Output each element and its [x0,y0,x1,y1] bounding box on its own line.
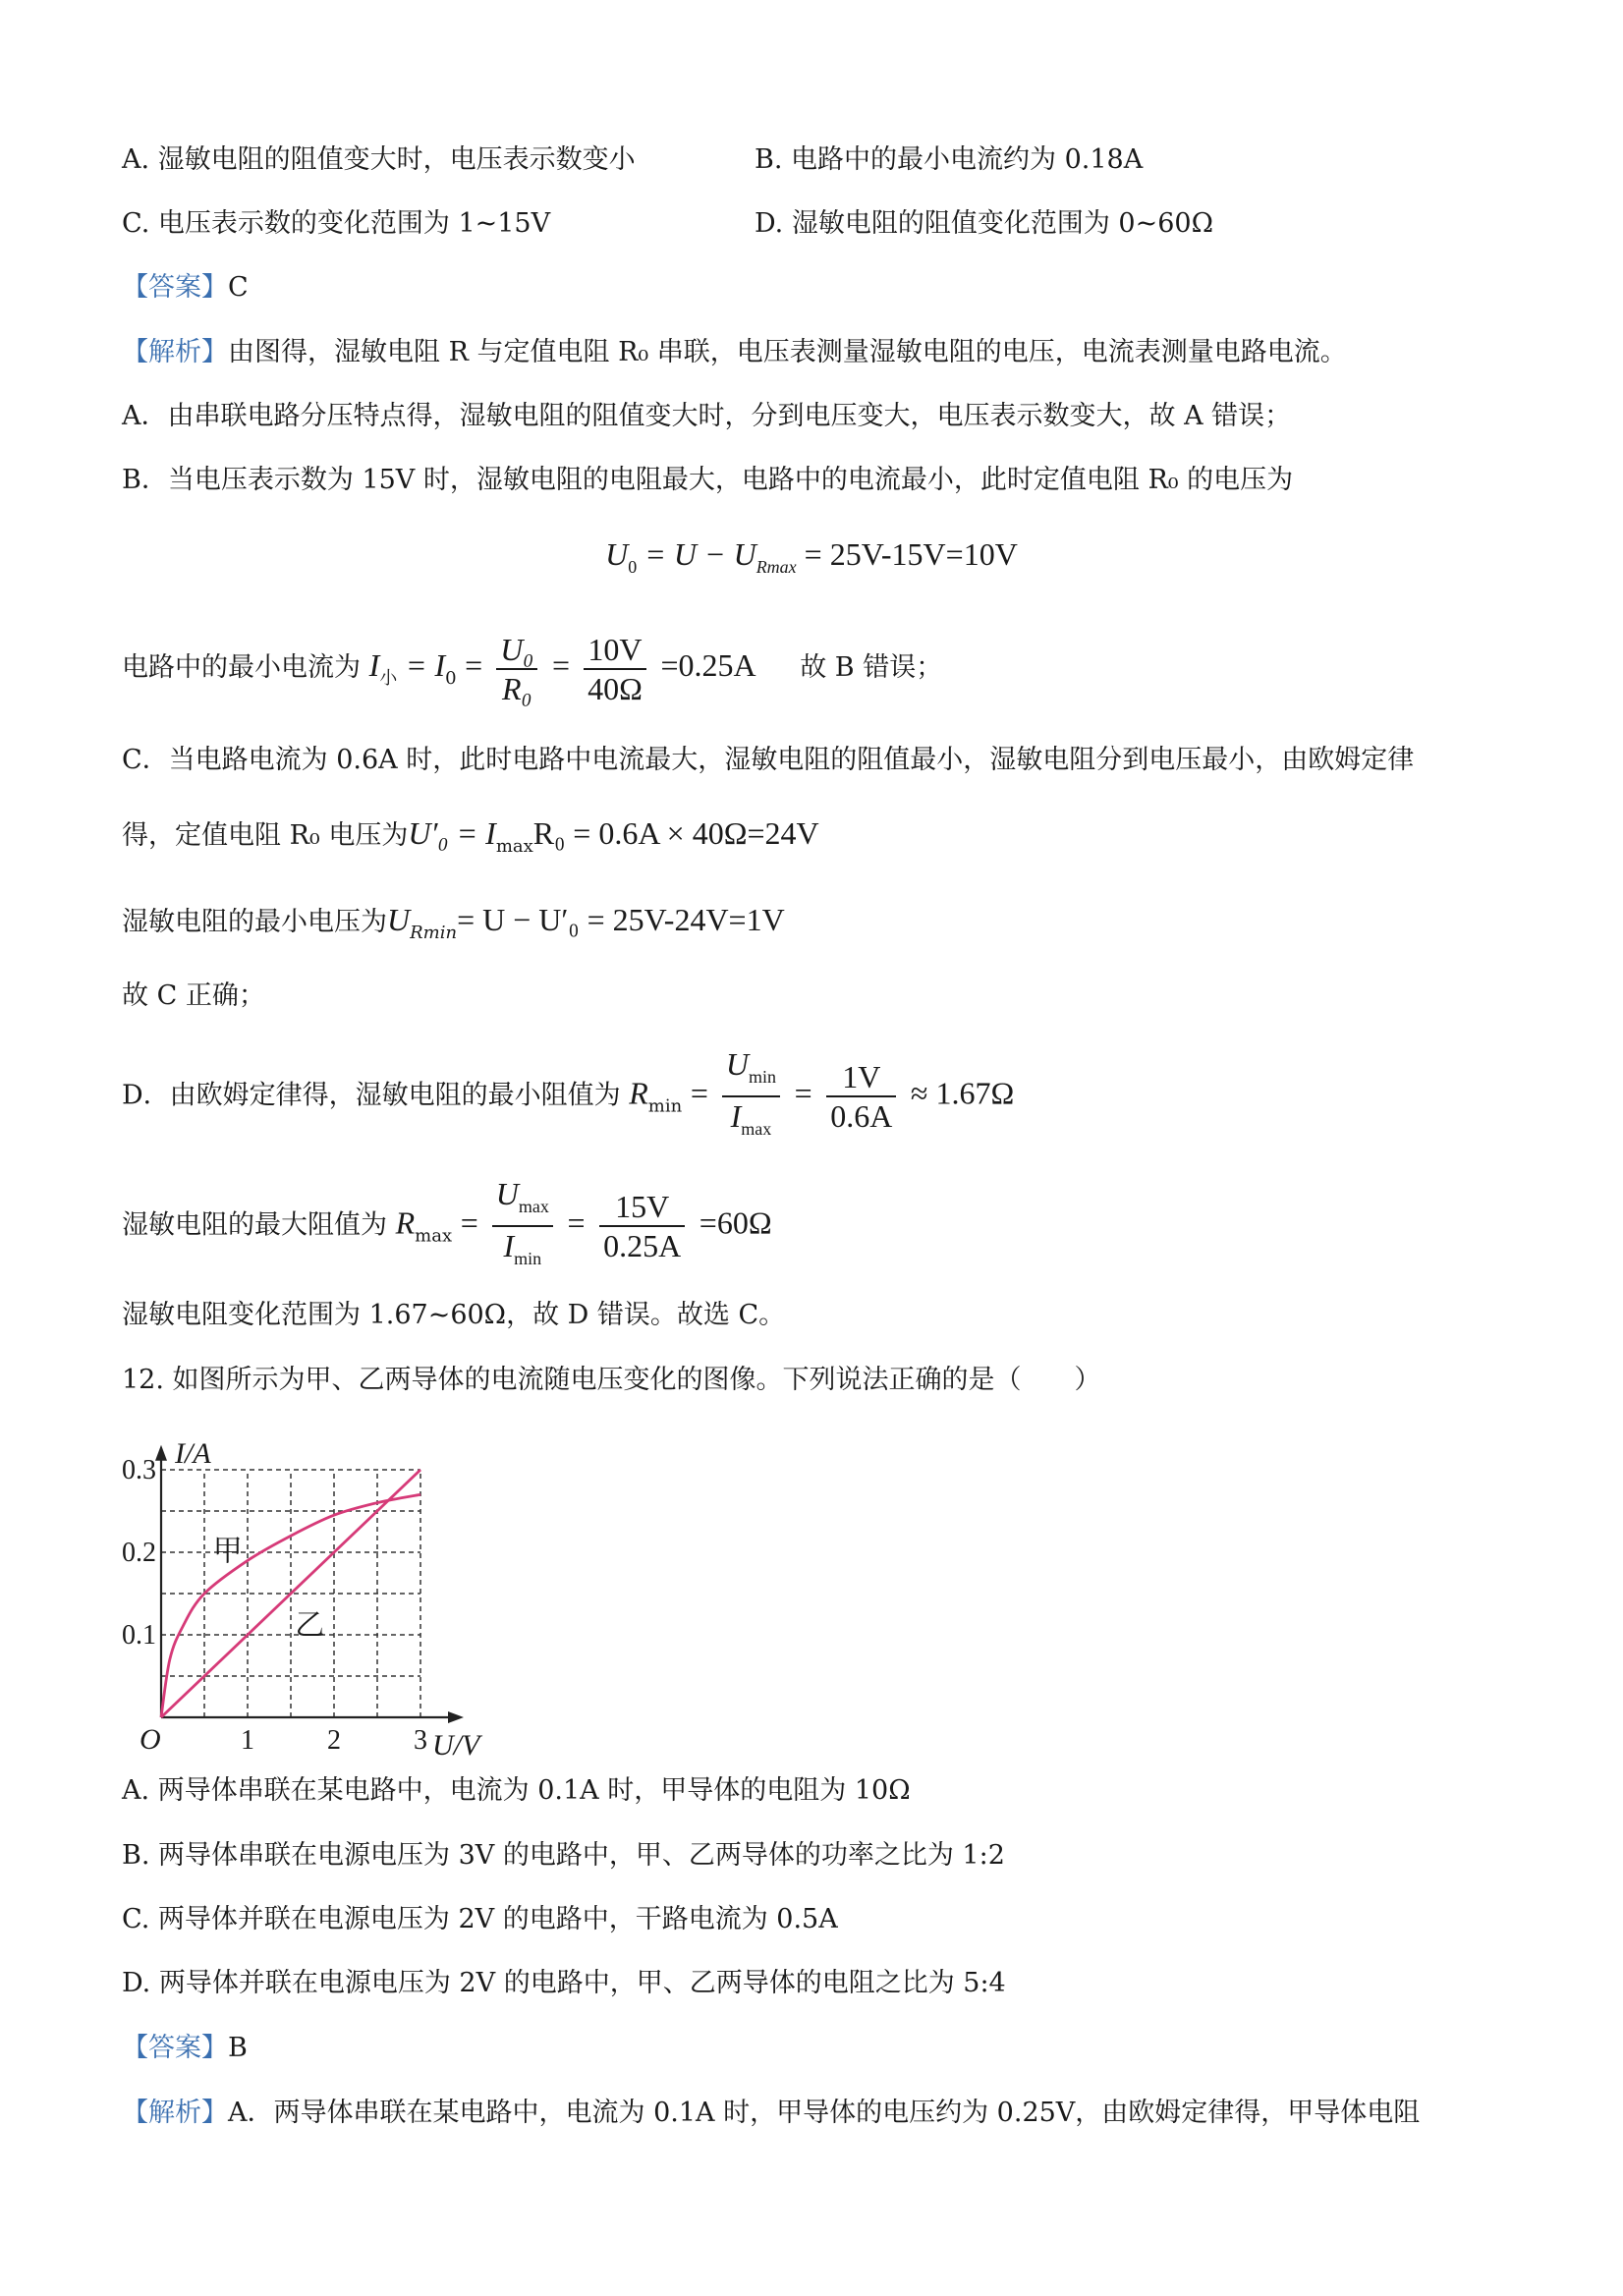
q11-analysis-a: A．由串联电路分压特点得，湿敏电阻的阻值变大时，分到电压变大，电压表示数变大，故 A 错误； [122,401,1292,431]
fraction-den: $I_{min}$ [503,1228,542,1268]
c3-rmin-sub: Rmin [410,923,458,943]
d1-value: ≈ 1.67Ω [910,1075,1015,1111]
analysis-text: A．两导体串联在某电路中，电流为 0.1A 时，甲导体的电压约为 0.25V，由欧姆定律得，甲导体电阻 [228,2098,1421,2128]
eq-u0-symbol: U [605,536,629,572]
min-current-eq: = I [405,647,446,683]
q11-min-current: 电路中的最小电流为 $I_小 = I_0$ = $\frac{\text{U₀}}{\text{R₀}}$ = $\frac{10V}{40\Omega}$ =0.25A 故 B 错误； [122,631,943,706]
min-current-eq-sub: 0 [445,668,457,689]
min-current-value: =0.25A [660,647,756,683]
q11-analysis-intro [122,336,1347,369]
x-axis-arrow [448,1711,464,1723]
min-current-text: 电路中的最小电流为 [122,652,361,683]
fraction-1v-06a [826,1058,896,1135]
c3-text: 湿敏电阻的最小电压为 [122,907,387,937]
q12-answer [122,2032,248,2065]
c2-equation-rest: R₀ = 0.6A × 40Ω=24V [532,815,819,851]
answer-tag: 【答案】 [122,2033,228,2063]
origin-label: O [140,1723,161,1756]
x-tick-label: 3 [414,1725,427,1756]
q11-option-c: C. 电压表示数的变化范围为 1~15V [122,208,551,239]
iv-chart [118,1405,531,1759]
analysis-intro-text: 由图得，湿敏电阻 R 与定值电阻 R₀ 串联，电压表测量湿敏电阻的电压，电流表测量电路电流。 [228,337,1347,367]
y-axis-label: I/A [175,1436,211,1470]
fraction-den: 0.6A [830,1098,893,1134]
c2-max-sub: max [495,836,533,857]
min-current-conclusion: 故 B 错误； [800,652,943,683]
d1-text: D．由欧姆定律得，湿敏电阻的最小阻值为 [122,1080,621,1111]
series-yi-label: 乙 [295,1609,325,1642]
x-tick-label: 2 [327,1725,341,1756]
x-axis-label: U/V [432,1729,480,1759]
y-tick-label: 0.2 [122,1538,156,1568]
q11-option-d: D. 湿敏电阻的阻值变化范围为 0~60Ω [755,208,1213,239]
fraction-num: 1V [826,1058,896,1097]
c2-equation: U′₀ = I [408,815,496,851]
fraction-umin-imax [722,1045,780,1148]
fraction-num: $U_{min}$ [722,1045,780,1097]
chart-axes [155,1445,464,1723]
q11-answer [122,271,249,305]
d2-r-sub: max [415,1225,453,1247]
fraction-10v-40ohm [584,631,646,707]
series-jia-label: 甲 [212,1535,243,1568]
q11-analysis-d1: D．由欧姆定律得，湿敏电阻的最小阻值为 $R_{min}$ = $\frac{U_{min}}{I_{max}}$ = $\frac{1V}{0.6A}$ ≈ 1.67Ω [122,1045,1014,1151]
q12-option-c: C. 两导体并联在电源电压为 2V 的电路中，干路电流为 0.5A [122,1904,838,1934]
analysis-tag: 【解析】 [122,2098,228,2128]
eq-u0-rmax-sub: Rmax [756,557,797,577]
q12-analysis [122,2097,1420,2130]
eq-u0-value: = 25V-15V=10V [804,536,1018,572]
eq-u0-sub: 0 [628,557,638,577]
c3-symbol: U [387,902,411,937]
q11-analysis-b: B．当电压表示数为 15V 时，湿敏电阻的电阻最大，电路中的电流最小，此时定值电阻 R₀ 的电压为 [122,465,1294,495]
fraction-num: U₀ [496,631,537,670]
eq-u0-rest: = U − U [644,536,756,572]
min-current-sub: 小 [379,668,398,689]
fraction-umax-imin [492,1175,553,1277]
answer-tag: 【答案】 [122,272,228,303]
fraction-num: $U_{max}$ [492,1175,553,1227]
q11-analysis-c1: C．当电路电流为 0.6A 时，此时电路中电流最大，湿敏电阻的阻值最小，湿敏电阻分到电压最小，由欧姆定律 [122,745,1415,775]
c3-equation: = U − U′₀ = 25V-24V=1V [457,902,785,937]
answer-value: C [228,272,249,303]
q11-option-a: A. 湿敏电阻的阻值变大时，电压表示数变小 [122,144,636,175]
y-tick-label: 0.1 [122,1620,156,1651]
answer-value: B [228,2033,248,2063]
d1-r-sub: min [647,1095,683,1117]
fraction-num: 15V [599,1188,685,1227]
fraction-den: R₀ [501,670,532,706]
chart-labels [122,1437,483,1759]
fraction-den: $I_{max}$ [730,1098,772,1139]
q12-option-d: D. 两导体并联在电源电压为 2V 的电路中，甲、乙两导体的电阻之比为 5:4 [122,1968,1006,1998]
q11-analysis-d3: 湿敏电阻变化范围为 1.67~60Ω，故 D 错误。故选 C。 [122,1300,786,1330]
fraction-den: 40Ω [588,670,643,706]
analysis-tag: 【解析】 [122,337,228,367]
fraction-num: 10V [584,631,646,670]
fraction-u0-r0 [496,631,537,707]
q11-analysis-c2 [122,813,819,867]
fraction-15v-025a [599,1188,685,1264]
c2-text: 得，定值电阻 R₀ 电压为 [122,820,409,851]
equation-u0 [0,534,1623,587]
y-axis-arrow [155,1445,167,1461]
fraction-den: 0.25A [603,1228,682,1263]
q11-option-b: B. 电路中的最小电流约为 0.18A [755,144,1144,175]
q11-analysis-c4: 故 C 正确； [122,980,265,1011]
q11-analysis-c3 [122,900,785,953]
d2-value: =60Ω [699,1204,772,1241]
x-tick-label: 1 [241,1725,254,1756]
q12-stem: 12. 如图所示为甲、乙两导体的电流随电压变化的图像。下列说法正确的是（ ） [122,1365,1101,1395]
min-current-symbol: I [368,647,380,683]
q12-option-a: A. 两导体串联在某电路中，电流为 0.1A 时，甲导体的电阻为 10Ω [122,1775,911,1806]
q11-analysis-d2: 湿敏电阻的最大阻值为 $R_{max}$ = $\frac{U_{max}}{I_{min}}$ = $\frac{15V}{0.25A}$ =60Ω [122,1175,772,1281]
q12-option-b: B. 两导体串联在电源电压为 3V 的电路中，甲、乙两导体的功率之比为 1:2 [122,1840,1005,1871]
d2-text: 湿敏电阻的最大阻值为 [122,1209,387,1241]
y-tick-label: 0.3 [122,1455,156,1485]
